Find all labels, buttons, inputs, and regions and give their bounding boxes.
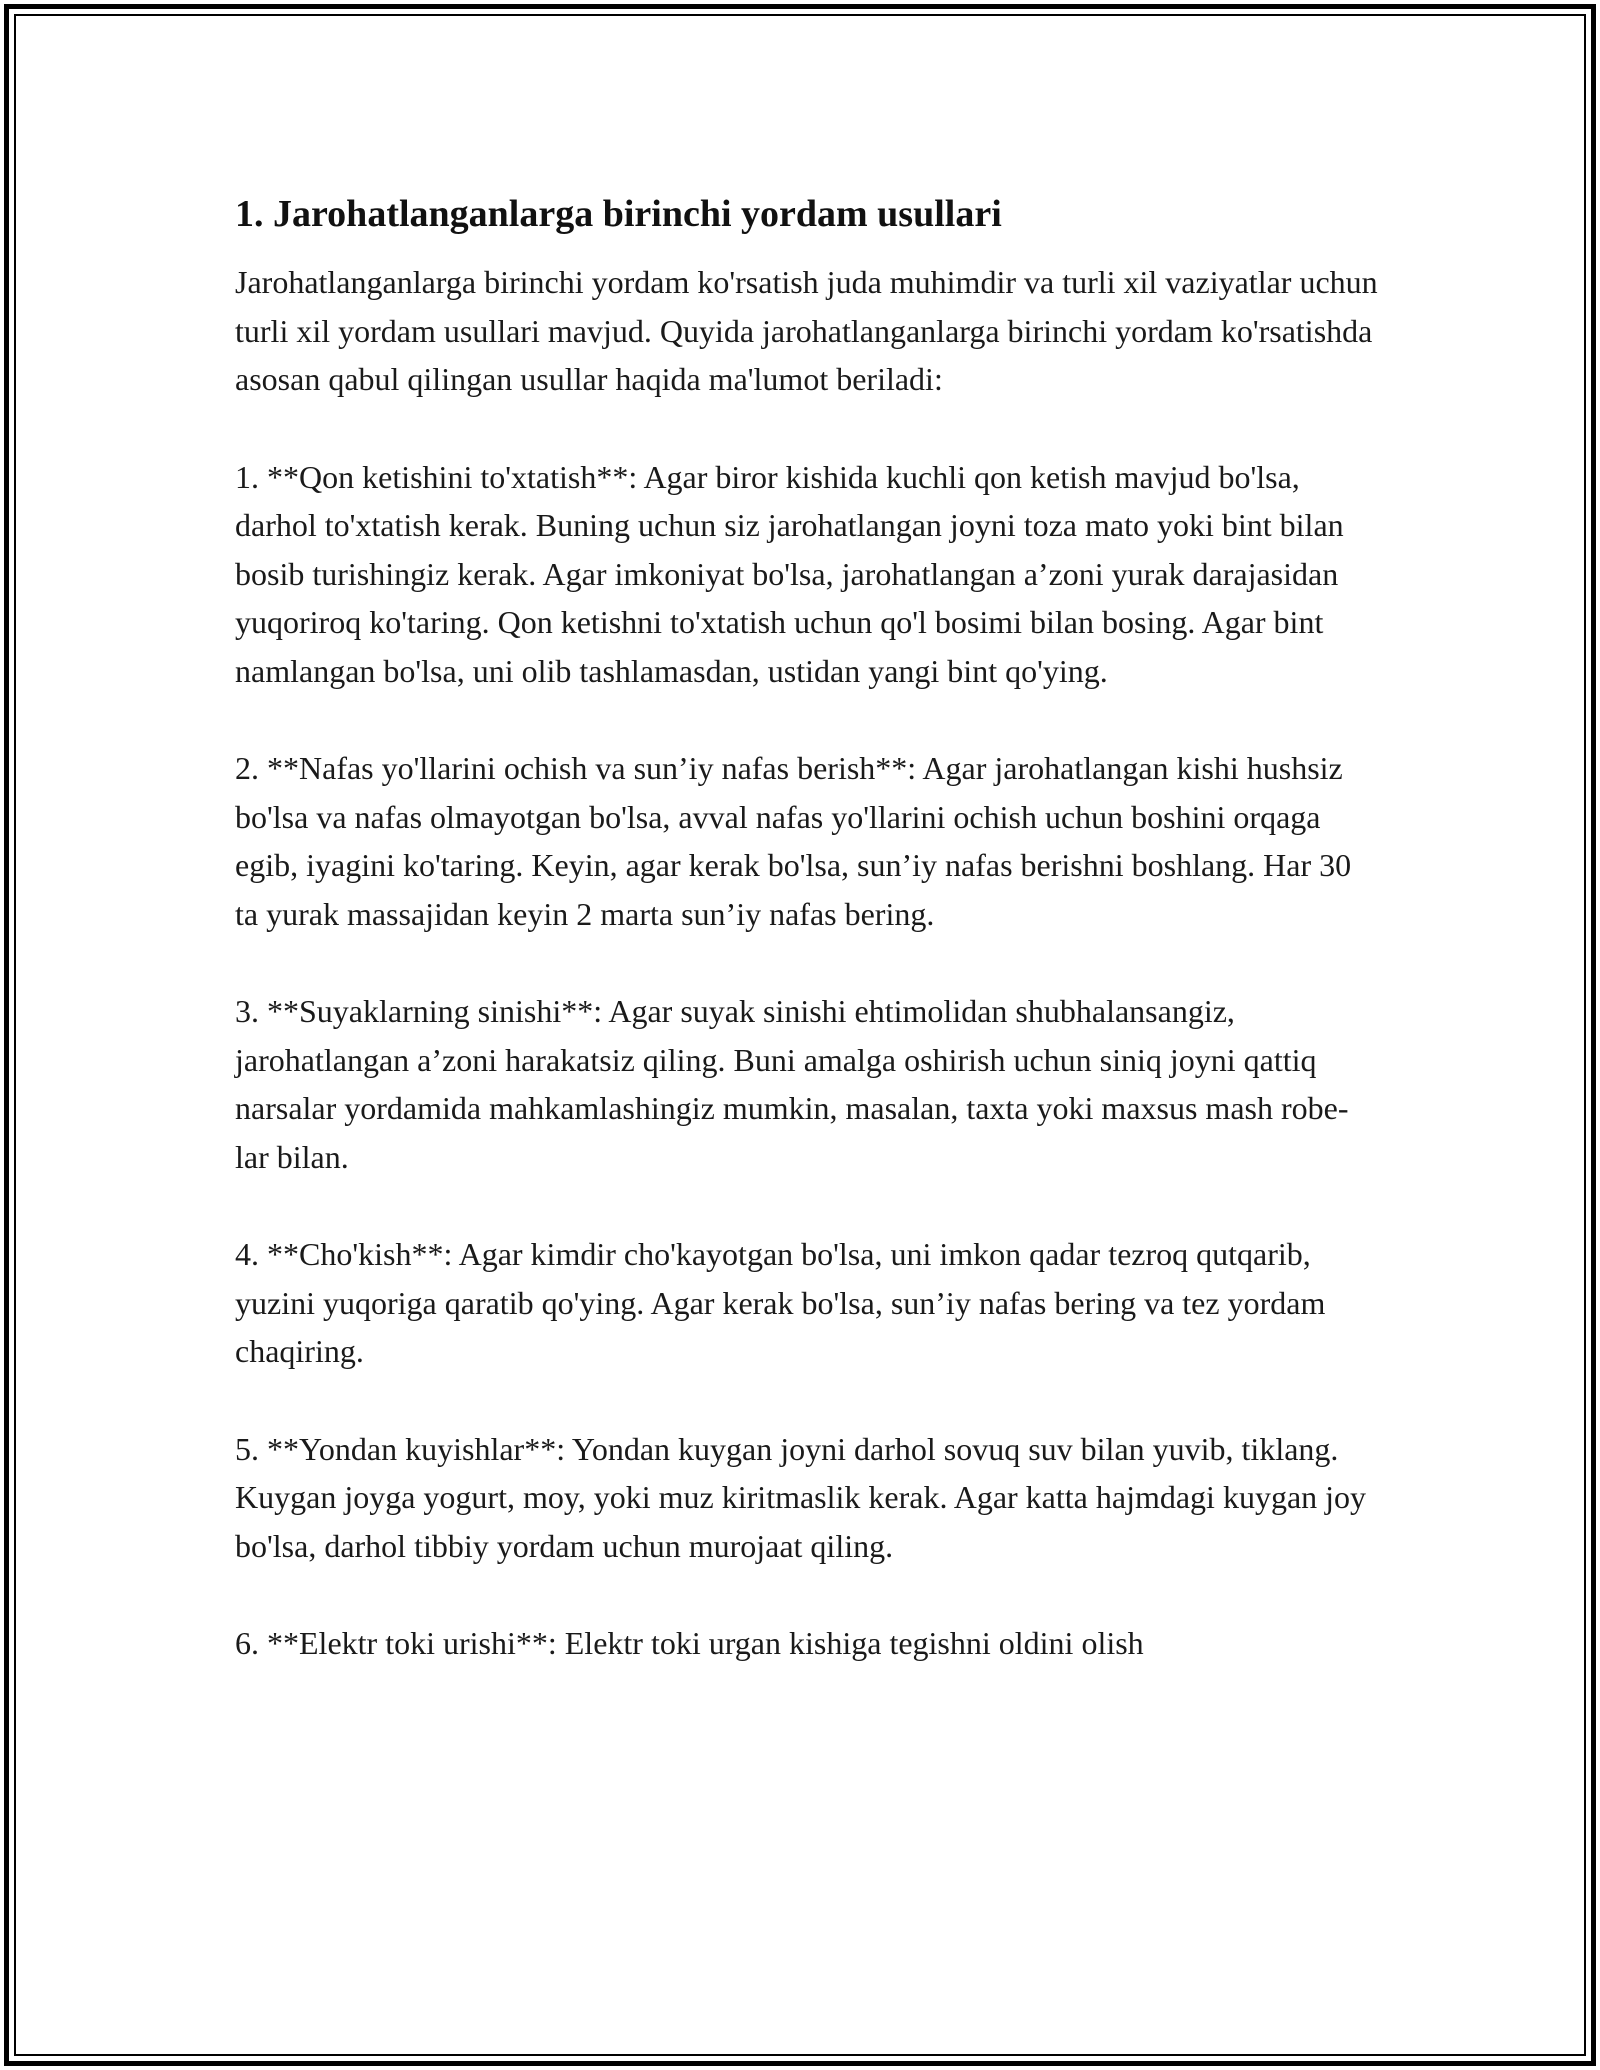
list-item-electric-shock: 6. **Elektr toki urishi**: Elektr toki urgan kishiga tegishni oldini olish: [235, 1625, 1144, 1661]
list-item-fractures: 3. **Suyaklarning sinishi**: Agar suyak sinishi ehtimolidan shubhalansangiz, jarohatlangan a’zoni harakatsiz qiling. Buni amalga oshirish uchun siniq joyni qattiq narsalar yordamida mahkamlashingiz mumkin, masalan, taxta yoki maxsus mash robe-lar bilan.: [235, 993, 1349, 1175]
list-item-airway-breathing: 2. **Nafas yo'llarini ochish va sun’iy nafas berish**: Agar jarohatlangan kishi hushsiz bo'lsa va nafas olmayotgan bo'lsa, avval nafas yo'llarini ochish uchun boshini orqaga egib, iyagini ko'taring. Keyin, agar kerak bo'lsa, sun’iy nafas berishni boshlang. Har 30 ta yurak massajidan keyin 2 marta sun’iy nafas bering.: [235, 750, 1352, 932]
list-item-bleeding: 1. **Qon ketishini to'xtatish**: Agar biror kishida kuchli qon ketish mavjud bo'lsa, darhol to'xtatish kerak. Buning uchun siz jarohatlangan joyni toza mato yoki bint bilan bosib turishingiz kerak. Agar imkoniyat bo'lsa, jarohatlangan a’zoni yurak darajasidan yuqoriroq ko'taring. Qon ketishni to'xtatish uchun qo'l bosimi bilan bosing. Agar bint namlangan bo'lsa, uni olib tashlamasdan, ustidan yangi bint qo'ying.: [235, 458, 1344, 689]
list-item-burns: 5. **Yondan kuyishlar**: Yondan kuygan joyni darhol sovuq suv bilan yuvib, tiklang. Kuygan joyga yogurt, moy, yoki muz kiritmaslik kerak. Agar katta hajmdagi kuygan joy bo'lsa, darhol tibbiy yordam uchun murojaat qiling.: [235, 1430, 1367, 1564]
intro-paragraph: Jarohatlanganlarga birinchi yordam ko'rsatish juda muhimdir va turli xil vaziyatlar uchun turli xil yordam usullari mavjud. Quyida jarohatlanganlarga birinchi yordam ko'rsatishda asosan qabul qilingan usullar haqida ma'lumot beriladi:: [235, 264, 1378, 397]
document-title: 1. Jarohatlanganlarga birinchi yordam usullari: [235, 193, 1002, 235]
document-body: [235, 186, 1380, 1668]
list-item-drowning: 4. **Cho'kish**: Agar kimdir cho'kayotgan bo'lsa, uni imkon qadar tezroq qutqarib, yuzini yuqoriga qaratib qo'ying. Agar kerak bo'lsa, sun’iy nafas bering va tez yordam chaqiring.: [235, 1236, 1326, 1369]
